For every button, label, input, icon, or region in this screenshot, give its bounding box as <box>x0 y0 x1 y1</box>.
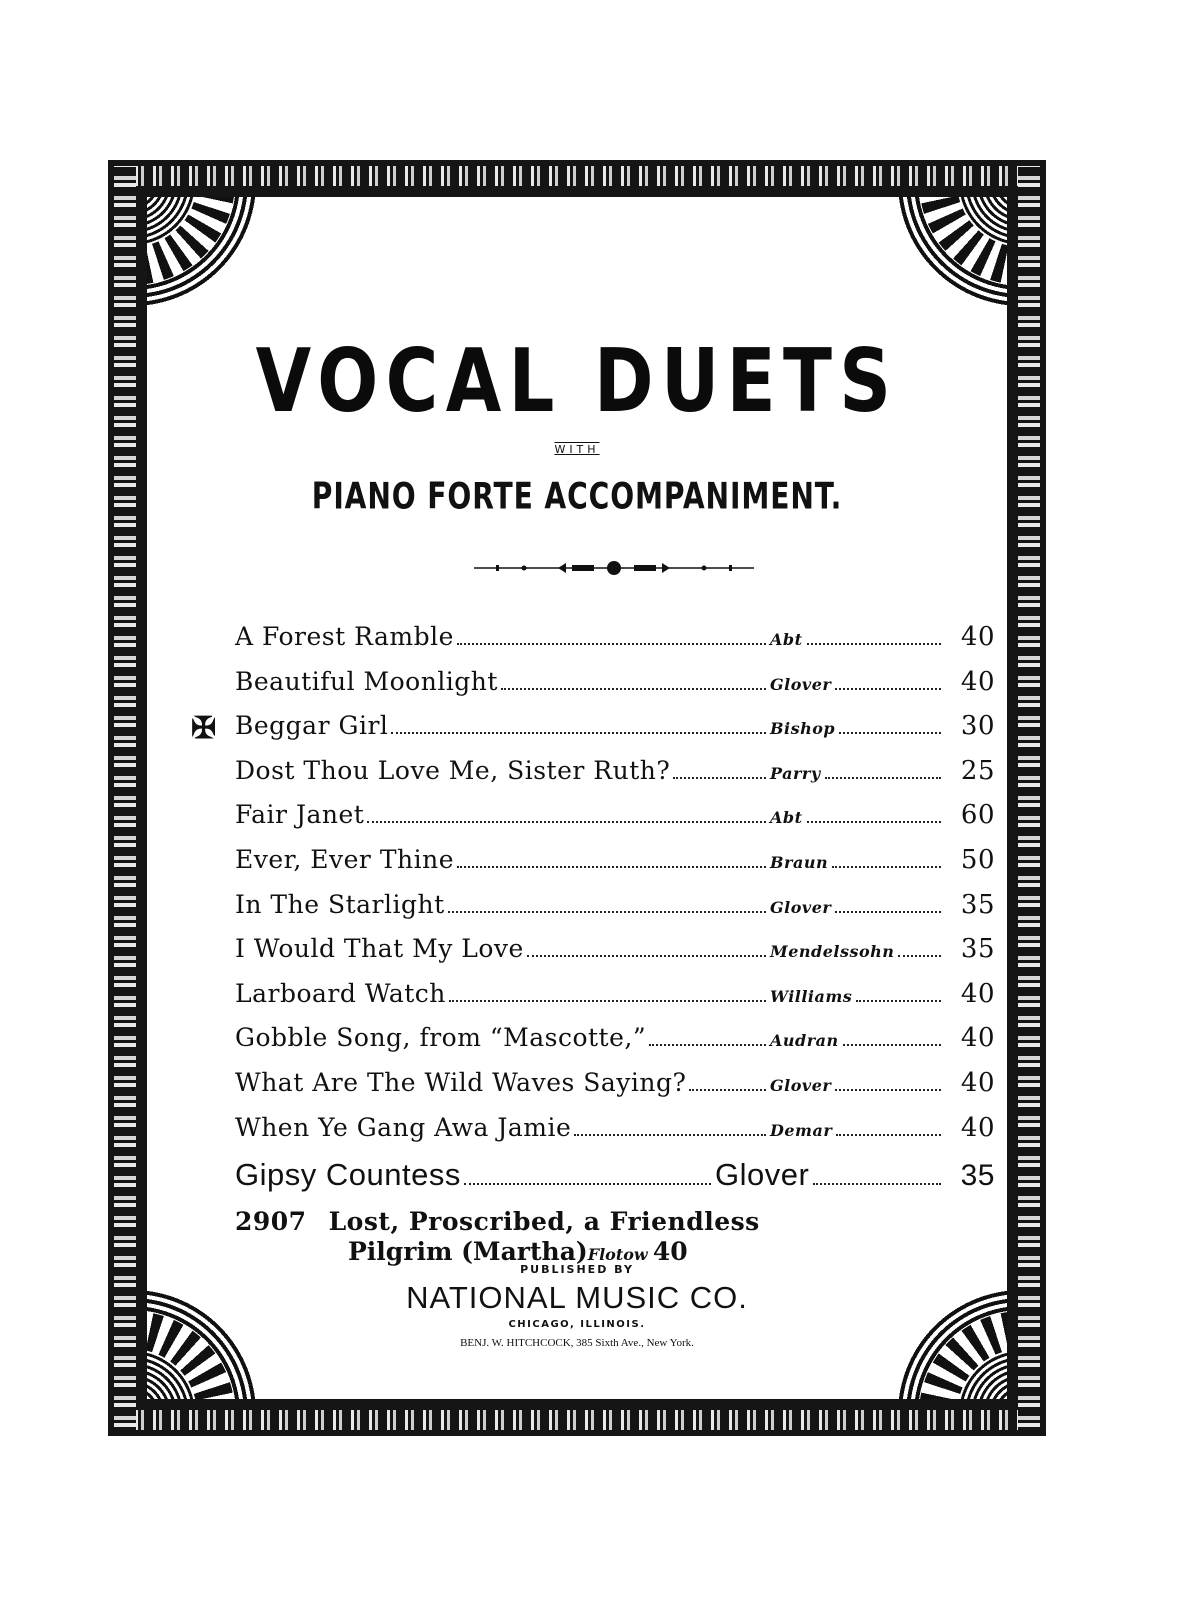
song-price: 25 <box>960 755 995 786</box>
corner-rosette-top-left <box>144 194 257 307</box>
song-price: 40 <box>960 622 995 652</box>
song-price: 35 <box>960 889 995 920</box>
ornament-divider-icon <box>474 561 754 575</box>
song-composer: Bishop <box>770 719 836 739</box>
decorative-border <box>108 160 1046 1436</box>
page-subtitle: PIANO FORTE ACCOMPANIMENT. <box>311 474 843 518</box>
song-row <box>191 711 995 756</box>
song-price: 40 <box>960 1023 995 1054</box>
song-title: When Ye Gang Awa Jamie <box>235 1112 572 1142</box>
song-composer: Williams <box>770 986 853 1006</box>
song-title: Ever, Ever Thine <box>235 844 454 874</box>
song-composer: Braun <box>770 852 829 872</box>
song-row <box>235 979 995 1024</box>
song-price: 40 <box>652 1237 688 1267</box>
song-composer: Glover <box>770 897 832 917</box>
song-row <box>235 934 995 979</box>
song-composer: Flotow <box>587 1245 648 1265</box>
song-title: What Are The Wild Waves Saying? <box>235 1067 687 1097</box>
border-band-bottom <box>114 1410 1040 1430</box>
song-price: 40 <box>960 1112 995 1143</box>
song-title: Dost Thou Love Me, Sister Ruth? <box>235 755 671 785</box>
song-composer: Audran <box>770 1031 839 1051</box>
song-price: 50 <box>960 844 995 875</box>
song-title: Fair Janet <box>235 800 365 830</box>
song-title: A Forest Ramble <box>235 622 454 651</box>
song-row <box>235 845 995 890</box>
song-price: 60 <box>960 800 995 831</box>
song-price: 30 <box>960 711 995 742</box>
song-title: Gipsy Countess <box>235 1157 461 1193</box>
border-band-left <box>114 166 136 1430</box>
catalog-number: 2907 <box>235 1207 307 1237</box>
song-row <box>235 890 995 935</box>
song-composer: Abt <box>770 808 803 828</box>
song-price: 35 <box>960 934 995 965</box>
border-band-top <box>114 166 1040 186</box>
border-band-right <box>1018 166 1040 1430</box>
page-title: VOCAL DUETS <box>255 331 899 433</box>
published-by-label: PUBLISHED BY <box>520 1263 634 1276</box>
song-row <box>235 622 995 667</box>
publisher-agent: BENJ. W. HITCHCOCK, 385 Sixth Ave., New York. <box>460 1337 694 1349</box>
song-list <box>191 622 995 1277</box>
song-row <box>235 1068 995 1113</box>
cover-panel <box>144 194 1010 1402</box>
song-row <box>235 800 995 845</box>
with-label: WITH <box>554 443 600 456</box>
song-row <box>235 1157 995 1205</box>
song-price: 40 <box>960 978 995 1009</box>
song-price: 35 <box>960 1159 995 1193</box>
song-composer: Abt <box>770 630 803 649</box>
song-title: In The Starlight <box>235 889 445 919</box>
publisher-name: NATIONAL MUSIC CO. <box>406 1280 748 1315</box>
song-composer: Glover <box>770 1075 832 1095</box>
song-title: Larboard Watch <box>235 978 446 1008</box>
song-price: 40 <box>960 666 995 697</box>
song-composer: Glover <box>715 1157 810 1193</box>
corner-rosette-top-right <box>897 194 1010 307</box>
song-title: Gobble Song, from “Mascotte,” <box>235 1023 647 1053</box>
song-title-line2: Pilgrim (Martha) <box>348 1237 588 1267</box>
song-composer: Mendelssohn <box>770 942 895 962</box>
publisher-location: CHICAGO, ILLINOIS. <box>508 1319 646 1330</box>
song-title-line1: Lost, Proscribed, a Friendless <box>328 1207 760 1237</box>
song-composer: Glover <box>770 674 832 694</box>
song-title: I Would That My Love <box>235 934 524 964</box>
song-row <box>235 1023 995 1068</box>
song-title: Beautiful Moonlight <box>235 666 498 696</box>
song-row <box>235 667 995 712</box>
song-row <box>235 756 995 801</box>
cross-mark-icon: ✠ <box>191 711 217 747</box>
song-composer: Demar <box>770 1120 833 1140</box>
song-title: Beggar Girl <box>235 711 389 741</box>
song-row <box>235 1113 995 1158</box>
song-price: 40 <box>960 1067 995 1098</box>
song-composer: Parry <box>770 763 821 783</box>
